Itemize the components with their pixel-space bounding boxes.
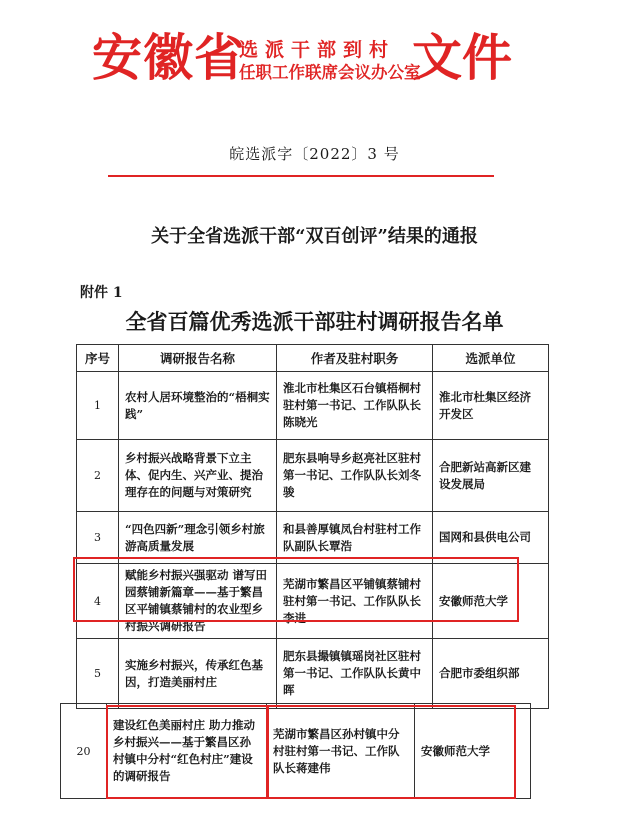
cell-title: 建设红色美丽村庄 助力推动乡村振兴——基于繁昌区孙村镇中分村“红色村庄”建设的调研报告 bbox=[107, 704, 267, 799]
table-row bbox=[77, 639, 549, 709]
table-header-row bbox=[77, 345, 549, 372]
cell-no: 4 bbox=[77, 564, 119, 639]
cell-unit: 安徽师范大学 bbox=[415, 704, 531, 799]
cell-no: 20 bbox=[61, 704, 107, 799]
red-divider bbox=[108, 175, 494, 177]
cell-author: 和县善厚镇凤台村驻村工作队副队长覃浩 bbox=[277, 512, 433, 564]
cell-no: 1 bbox=[77, 372, 119, 440]
cell-unit: 合肥市委组织部 bbox=[433, 639, 549, 709]
cell-title: “四色四新”理念引领乡村旅游高质量发展 bbox=[119, 512, 277, 564]
header-office-line1: 选派干部到村 bbox=[239, 39, 396, 61]
header-office-line2: 任职工作联席会议办公室 bbox=[239, 63, 421, 82]
cell-no: 2 bbox=[77, 440, 119, 512]
cell-author: 芜湖市繁昌区平铺镇蔡铺村驻村第一书记、工作队队长李进 bbox=[277, 564, 433, 639]
header-title: 调研报告名称 bbox=[119, 345, 277, 372]
table-row bbox=[77, 512, 549, 564]
highlight-box-row4 bbox=[73, 557, 519, 622]
cell-unit: 安徽师范大学 bbox=[433, 564, 549, 639]
notice-title: 关于全省选派干部“双百创评”结果的通报 bbox=[151, 226, 478, 247]
header-author: 作者及驻村职务 bbox=[277, 345, 433, 372]
cell-title: 乡村振兴战略背景下立主体、促内生、兴产业、提治理存在的问题与对策研究 bbox=[119, 440, 277, 512]
document-number: 皖选派字〔2022〕3 号 bbox=[229, 145, 400, 163]
cell-no: 5 bbox=[77, 639, 119, 709]
header-unit: 选派单位 bbox=[433, 345, 549, 372]
header-province: 安徽省 bbox=[92, 29, 245, 87]
header-no: 序号 bbox=[77, 345, 119, 372]
cell-no: 3 bbox=[77, 512, 119, 564]
highlight-box-row20-author bbox=[266, 705, 516, 799]
cell-title: 赋能乡村振兴强驱动 谱写田园蔡铺新篇章——基于繁昌区平铺镇蔡铺村的农业型乡村振兴调研报告 bbox=[119, 564, 277, 639]
cell-author: 肥东县撮镇镇瑶岗社区驻村第一书记、工作队队长黄中晖 bbox=[277, 639, 433, 709]
cell-unit: 淮北市杜集区经济开发区 bbox=[433, 372, 549, 440]
list-title: 全省百篇优秀选派干部驻村调研报告名单 bbox=[125, 309, 504, 334]
cell-author: 肥东县响导乡赵亮社区驻村第一书记、工作队队长刘冬骏 bbox=[277, 440, 433, 512]
cell-title: 农村人居环境整治的“梧桐实践” bbox=[119, 372, 277, 440]
attachment-label: 附件 1 bbox=[80, 285, 123, 301]
table-row bbox=[77, 372, 549, 440]
header-doc-word: 文件 bbox=[412, 29, 512, 87]
cell-unit: 国网和县供电公司 bbox=[433, 512, 549, 564]
header-office bbox=[239, 38, 439, 84]
cell-unit: 合肥新站高新区建设发展局 bbox=[433, 440, 549, 512]
cell-title: 实施乡村振兴，传承红色基因，打造美丽村庄 bbox=[119, 639, 277, 709]
cell-author: 芜湖市繁昌区孙村镇中分村驻村第一书记、工作队队长蒋建伟 bbox=[267, 704, 415, 799]
report-table bbox=[76, 344, 549, 709]
table-row bbox=[77, 440, 549, 512]
highlight-box-row20-title bbox=[106, 705, 269, 799]
cell-author: 淮北市杜集区石台镇梧桐村驻村第一书记、工作队队长陈晓光 bbox=[277, 372, 433, 440]
